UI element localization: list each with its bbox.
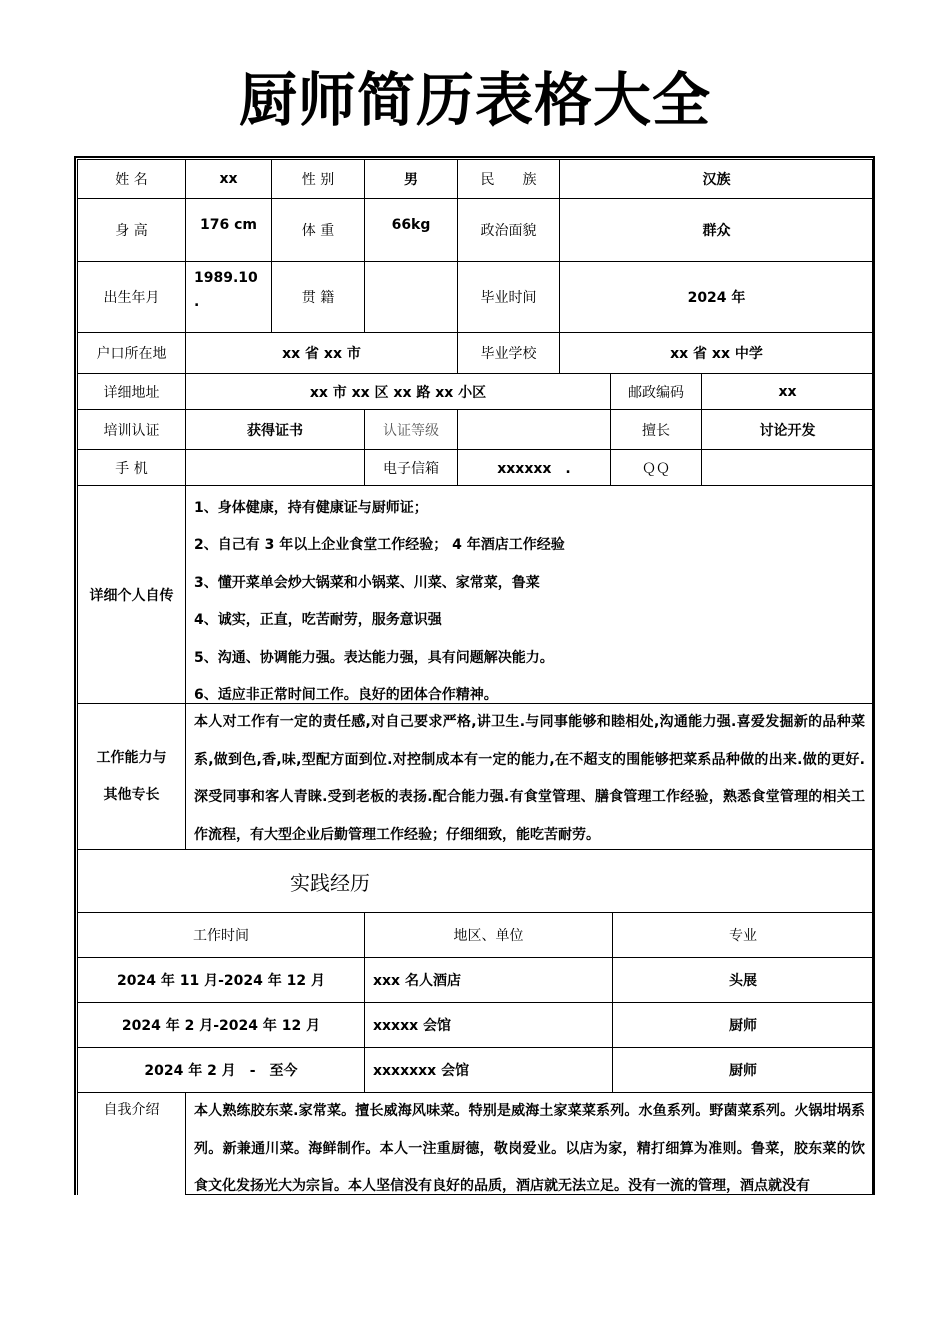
col-unit-header: 地区、单位 [365, 913, 613, 958]
qq-value [702, 450, 874, 486]
hukou-label: 户口所在地 [78, 333, 186, 374]
weight-label: 体 重 [272, 199, 365, 262]
phone-value [186, 450, 365, 486]
self-promo-line: 4、诚实，正直，吃苦耐劳，服务意识强 [194, 612, 442, 629]
col-major-header: 专业 [613, 913, 874, 958]
native-label: 贯 籍 [272, 262, 365, 333]
height-label: 身 高 [78, 199, 186, 262]
exp-major: 头展 [613, 958, 874, 1003]
specialty-label: 擅长 [611, 410, 702, 450]
specialty-value: 讨论开发 [702, 410, 874, 450]
exp-unit: xxxxxxx 会馆 [365, 1048, 613, 1093]
political-value: 群众 [560, 199, 874, 262]
self-promo-line: 2、自己有 3 年以上企业食堂工作经验； 4 年酒店工作经验 [194, 537, 565, 554]
birth-value: 1989.10 . [186, 262, 272, 333]
qq-label: ＱＱ [611, 450, 702, 486]
postcode-label: 邮政编码 [611, 374, 702, 410]
exp-time: 2024 年 2 月 - 至今 [78, 1048, 365, 1093]
exp-unit: xxx 名人酒店 [365, 958, 613, 1003]
self-promo-line: 6、适应非正常时间工作。良好的团体合作精神。 [194, 687, 498, 704]
name-value: xx [186, 160, 272, 199]
exp-time: 2024 年 11 月-2024 年 12 月 [78, 958, 365, 1003]
ability-text: 本人对工作有一定的责任感,对自己要求严格,讲卫生.与同事能够和睦相处,沟通能力强.喜爱发掘新的品种菜系,做到色,香,味,型配方面到位.对控制成本有一定的能力,在不超支的围能够把菜系品种做的出来.做的更好.深受同事和客人青睐.受到老板的表扬.配合能力强.有食堂管理、膳食管理工作经验，熟悉食堂管理的相关工作流程，有大型企业后勤管理工作经验；仔细细致，能吃苦耐劳。 [186, 704, 874, 850]
address-value: xx 市 xx 区 xx 路 xx 小区 [186, 374, 611, 410]
cert-level-label: 认证等级 [365, 410, 458, 450]
email-value: xxxxxx . [458, 450, 611, 486]
exp-major: 厨师 [613, 1048, 874, 1093]
self-promo-label: 详细个人自传 [78, 486, 186, 704]
address-label: 详细地址 [78, 374, 186, 410]
postcode-value: xx [702, 374, 874, 410]
native-value [365, 262, 458, 333]
ethnic-value: 汉族 [560, 160, 874, 199]
grad-time-value: 2024 年 [560, 262, 874, 333]
intro-label: 自我介绍 [78, 1093, 186, 1195]
exp-time: 2024 年 2 月-2024 年 12 月 [78, 1003, 365, 1048]
name-label: 姓 名 [78, 160, 186, 199]
grad-time-label: 毕业时间 [458, 262, 560, 333]
school-value: xx 省 xx 中学 [560, 333, 874, 374]
exp-major: 厨师 [613, 1003, 874, 1048]
training-value: 获得证书 [186, 410, 365, 450]
political-label: 政治面貌 [458, 199, 560, 262]
self-promo-line: 1、身体健康，持有健康证与厨师证； [194, 500, 428, 516]
self-promo-line: 3、懂开菜单会炒大锅菜和小锅菜、川菜、家常菜，鲁菜 [194, 574, 540, 591]
ethnic-label: 民 族 [458, 160, 560, 199]
ability-label: 工作能力与其他专长 [78, 704, 186, 850]
school-label: 毕业学校 [458, 333, 560, 374]
email-label: 电子信箱 [365, 450, 458, 486]
page-title: 厨师简历表格大全 [238, 66, 711, 134]
intro-text: 本人熟练胶东菜.家常菜。擅长威海风味菜。特别是威海土家菜菜系列。水鱼系列。野菌菜系列。火锅坩埚系列。新兼通川菜。海鲜制作。本人一注重厨德，敬岗爱业。以店为家，精打细算为准则。鲁菜，胶东菜的饮食文化发扬光大为宗旨。本人坚信没有良好的品质，酒店就无法立足。没有一流的管理，酒点就没有 [186, 1093, 874, 1195]
cert-level-value [458, 410, 611, 450]
experience-heading: 实践经历 [78, 850, 874, 913]
weight-value: 66kg [365, 199, 458, 262]
birth-label: 出生年月 [78, 262, 186, 333]
col-time-header: 工作时间 [78, 913, 365, 958]
self-promo-line: 5、沟通、协调能力强。表达能力强，具有问题解决能力。 [194, 649, 554, 666]
height-value: 176 cm [186, 199, 272, 262]
phone-label: 手 机 [78, 450, 186, 486]
exp-unit: xxxxx 会馆 [365, 1003, 613, 1048]
gender-label: 性 别 [272, 160, 365, 199]
training-label: 培训认证 [78, 410, 186, 450]
gender-value: 男 [365, 160, 458, 199]
hukou-value: xx 省 xx 市 [186, 333, 458, 374]
self-promo-list [186, 486, 874, 704]
